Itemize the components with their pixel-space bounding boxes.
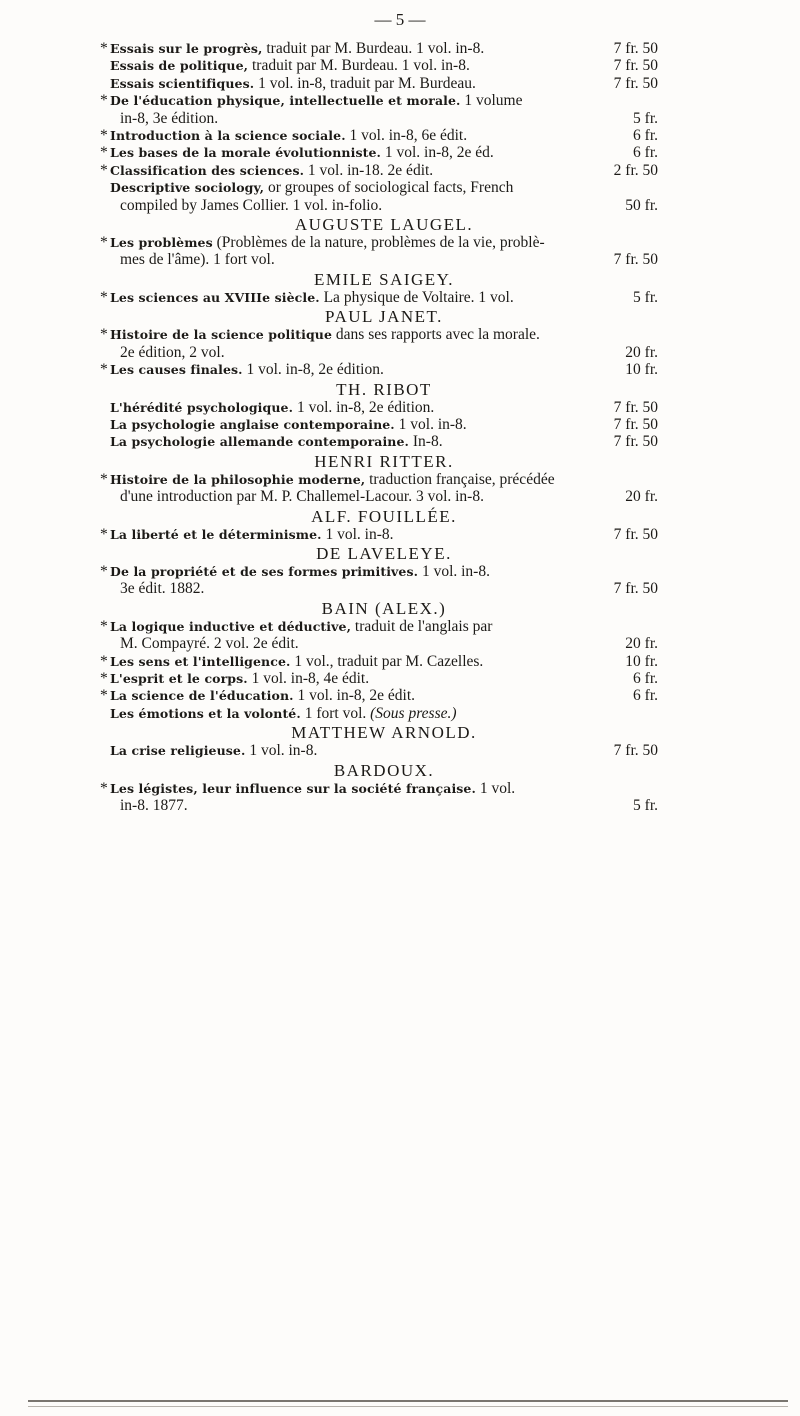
asterisk-marker: * [100, 525, 108, 543]
asterisk-marker: * [100, 40, 108, 57]
book-description: (Problèmes de la nature, problèmes de la vie, problè- [212, 234, 545, 252]
book-title: La psychologie anglaise contemporaine. [110, 416, 395, 432]
catalog-entry [110, 416, 658, 433]
asterisk-marker: * [100, 562, 108, 580]
book-title: La crise religieuse. [110, 743, 246, 759]
asterisk-marker: * [100, 144, 108, 162]
catalog-entry [100, 669, 658, 687]
book-description: traduit par M. Burdeau. 1 vol. in-8. [248, 57, 470, 75]
asterisk-marker: * [100, 92, 108, 110]
book-title: La logique inductive et déductive, [110, 618, 352, 634]
asterisk-marker: * [100, 361, 108, 379]
catalog-entry [110, 399, 658, 416]
page-number: — 5 — [374, 10, 426, 29]
book-description-continued: M. Compayré. 2 vol. 2e édit. [120, 635, 299, 653]
asterisk-marker: * [100, 234, 108, 252]
book-title: L'esprit et le corps. [110, 670, 248, 686]
book-price: 10 fr. [625, 652, 658, 670]
book-price: 7 fr. 50 [613, 742, 658, 760]
catalog-entry [100, 92, 658, 127]
asterisk-marker: * [100, 470, 108, 488]
book-price: 6 fr. [633, 144, 658, 162]
book-price: 5 fr. [633, 109, 658, 127]
page-edge-line-secondary [28, 1406, 788, 1407]
book-price: 7 fr. 50 [613, 415, 658, 433]
book-price: 10 fr. [625, 361, 658, 379]
book-price: 7 fr. 50 [613, 580, 658, 598]
book-title: Les légistes, leur influence sur la société française. [110, 780, 476, 796]
book-title: De la propriété et de ses formes primitives. [110, 563, 419, 579]
catalog-entry [100, 470, 658, 506]
book-description: 1 vol. in-8, 2e édition. [293, 398, 435, 416]
book-status-note: (Sous presse.) [370, 704, 457, 722]
book-description: dans ses rapports avec la morale. [332, 326, 540, 344]
book-price: 2 fr. 50 [613, 161, 658, 179]
book-title: De l'éducation physique, intellectuelle et morale. [110, 93, 461, 109]
asterisk-marker: * [100, 779, 108, 797]
book-title: Les bases de la morale évolutionniste. [110, 145, 381, 161]
book-description-continued: in-8. 1877. [120, 797, 188, 814]
book-description: 1 vol. in-8, traduit par M. Burdeau. [254, 74, 476, 92]
book-description: 1 vol. in-8, 2e éd. [381, 144, 494, 162]
book-description: 1 vol. in-8. [418, 562, 490, 580]
catalog-entry [110, 742, 658, 759]
catalog-entry [110, 57, 658, 74]
book-price: 6 fr. [633, 669, 658, 687]
catalog-entry [100, 779, 658, 815]
book-description-continued: compiled by James Collier. 1 vol. in-folio. [120, 196, 383, 214]
book-price: 7 fr. 50 [613, 251, 658, 269]
book-title: Histoire de la science politique [110, 327, 333, 343]
book-description: 1 vol. in-8. [245, 742, 318, 760]
book-price: 7 fr. 50 [613, 525, 658, 543]
book-description-continued: 3e édit. 1882. [120, 580, 205, 598]
book-description: 1 vol. in-18. 2e édit. [304, 161, 434, 179]
catalog-entry [100, 652, 658, 670]
book-price: 7 fr. 50 [613, 40, 658, 57]
catalog-entry [100, 326, 658, 361]
book-title: Les problèmes [110, 235, 213, 251]
asterisk-marker: * [100, 288, 108, 306]
asterisk-marker: * [100, 617, 108, 635]
book-title: Descriptive sociology, [110, 180, 265, 196]
author-heading: BARDOUX. [333, 760, 435, 780]
book-description: traduction française, précédée [365, 470, 555, 488]
book-title: Les sens et l'intelligence. [110, 653, 291, 669]
book-title: L'hérédité psychologique. [110, 399, 294, 415]
book-description-continued: 2e édition, 2 vol. [120, 343, 225, 361]
book-price: 5 fr. [633, 288, 658, 306]
book-price: 20 fr. [625, 343, 658, 361]
book-title: La science de l'éducation. [110, 688, 294, 704]
asterisk-marker: * [100, 652, 108, 670]
book-description-continued: mes de l'âme). 1 fort vol. [120, 251, 275, 269]
book-title: Les causes finales. [110, 362, 243, 378]
book-title: Les sciences au XVIIIe siècle. [110, 289, 320, 305]
catalog-entry [100, 525, 658, 543]
page-edge-line [28, 1400, 788, 1402]
book-description: La physique de Voltaire. 1 vol. [319, 288, 514, 306]
asterisk-marker: * [100, 669, 108, 687]
author-heading: PAUL JANET. [325, 307, 443, 327]
author-heading: MATTHEW ARNOLD. [291, 723, 477, 743]
book-title: Histoire de la philosophie moderne, [110, 471, 366, 487]
book-description: 1 vol. in-8. [394, 415, 467, 433]
book-description: 1 vol., traduit par M. Cazelles. [290, 652, 484, 670]
catalog-entry [110, 179, 658, 214]
book-description-continued: in-8, 3e édition. [120, 109, 219, 127]
book-price: 7 fr. 50 [613, 74, 658, 92]
book-description: traduit par M. Burdeau. 1 vol. in-8. [262, 40, 485, 57]
book-price: 5 fr. [633, 797, 658, 814]
asterisk-marker: * [100, 127, 108, 145]
book-price: 7 fr. 50 [613, 398, 658, 416]
catalog-entry [110, 75, 658, 92]
catalog-entry [100, 687, 658, 705]
book-price: 6 fr. [633, 687, 658, 705]
book-title: Essais scientifiques. [110, 75, 255, 91]
book-price: 7 fr. 50 [613, 57, 658, 75]
book-description: 1 vol. [475, 779, 516, 797]
book-price: 7 fr. 50 [613, 433, 658, 451]
author-heading: EMILE SAIGEY. [313, 269, 455, 289]
book-description: 1 vol. in-8. [321, 525, 394, 543]
book-description: 1 volume [460, 92, 523, 110]
book-title: La liberté et le déterminisme. [110, 526, 322, 542]
catalog-entry [100, 234, 658, 269]
author-heading: HENRI RITTER. [314, 451, 454, 471]
book-description-continued: d'une introduction par M. P. Challemel-Lacour. 3 vol. in-8. [120, 488, 484, 506]
author-heading: AUGUSTE LAUGEL. [294, 215, 474, 235]
catalog-entry [110, 433, 658, 450]
catalog-entry [100, 127, 658, 145]
book-price: 20 fr. [625, 488, 658, 506]
book-title: Classification des sciences. [110, 162, 305, 178]
book-description: 1 vol. in-8, 4e édit. [247, 669, 370, 687]
asterisk-marker: * [100, 326, 108, 344]
catalog-entry [100, 161, 658, 179]
book-title: La psychologie allemande contemporaine. [110, 434, 409, 450]
catalog-entry [100, 144, 658, 162]
catalog-entry [100, 617, 658, 653]
asterisk-marker: * [100, 161, 108, 179]
book-price: 6 fr. [633, 127, 658, 145]
catalog-entry [100, 361, 658, 379]
book-description: 1 vol. in-8, 2e édition. [242, 361, 384, 379]
catalog-entry [100, 288, 658, 306]
catalog-entry [100, 40, 658, 57]
catalog-entry [110, 705, 658, 722]
book-price: 50 fr. [625, 196, 658, 214]
book-description: 1 vol. in-8, 2e édit. [293, 687, 416, 705]
book-description: or groupes of sociological facts, French [264, 179, 514, 197]
book-catalog [100, 40, 658, 814]
author-heading: ALF. FOUILLÉE. [311, 506, 457, 526]
book-title: Essais sur le progrès, [110, 41, 263, 56]
book-price: 20 fr. [625, 635, 658, 653]
asterisk-marker: * [100, 687, 108, 705]
author-heading: TH. RIBOT [336, 379, 432, 399]
book-description: 1 vol. in-8, 6e édit. [345, 127, 468, 145]
book-title: Les émotions et la volonté. [110, 705, 301, 721]
book-title: Introduction à la science sociale. [110, 128, 346, 144]
catalog-entry [100, 562, 658, 598]
book-description: In-8. [409, 433, 443, 451]
book-title: Essais de politique, [110, 58, 249, 74]
book-description: traduit de l'anglais par [351, 617, 493, 635]
author-heading: BAIN (ALEX.) [321, 598, 447, 618]
book-description: 1 fort vol. [300, 704, 371, 722]
author-heading: DE LAVELEYE. [316, 543, 452, 563]
